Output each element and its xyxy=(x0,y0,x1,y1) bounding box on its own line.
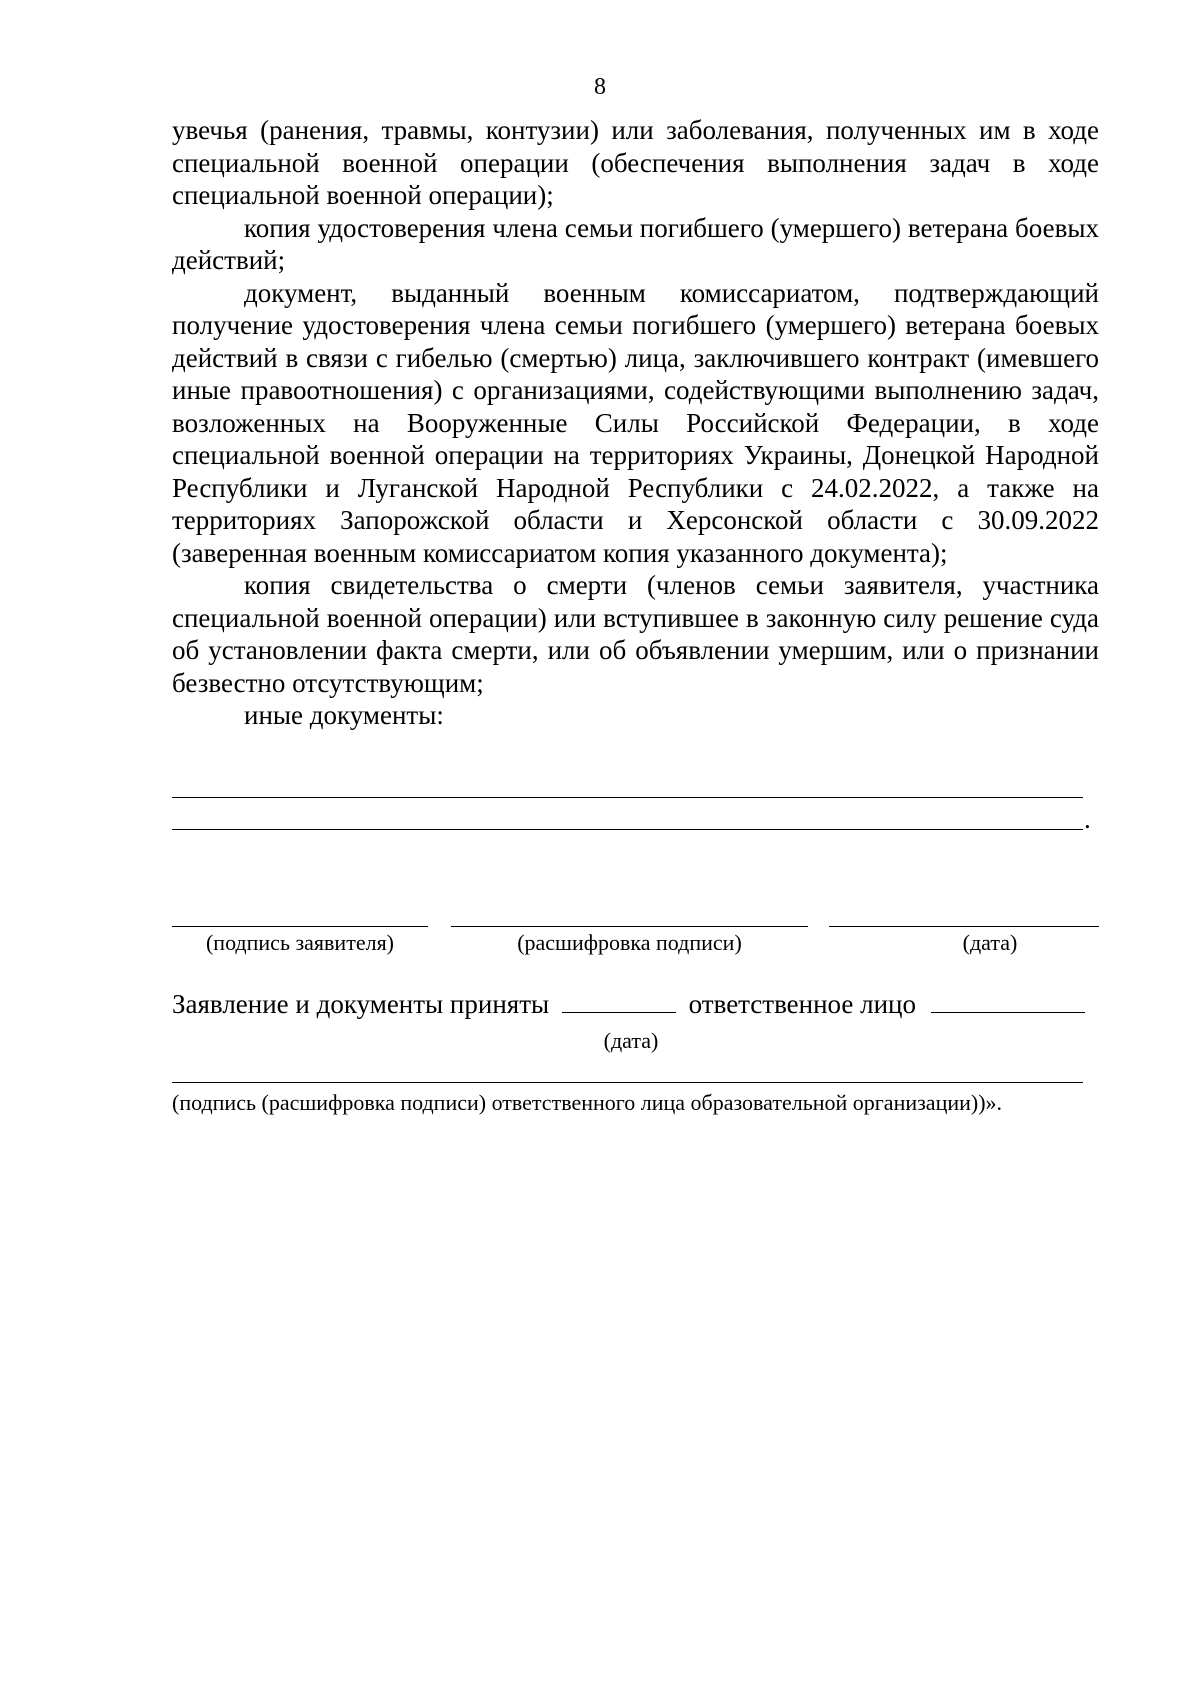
acceptance-date-blank[interactable] xyxy=(562,1012,676,1013)
paragraph-military-document: документ, выданный военным комиссариатом, подтверждающий получение удостоверения члена семьи погибшего (умершего) ветерана боевых действий в связи с гибелью (смертью) лица, заключившего контракт (имевшего иные правоотношения) с организациями, содействующими выполнению задач, возложенных на Вооруженные Силы Российской Федерации, в ходе специальной военной операции на территориях Украины, Донецкой Народной Республики и Луганской Народной Республики с 24.02.2022, а также на территориях Запорожской области и Херсонской области с 30.09.2022 (заверенная военным комиссариатом копия указанного документа); xyxy=(172,277,1099,568)
signature-decoding-line[interactable] xyxy=(451,926,808,927)
caption-signature-decoding: (расшифровка подписи) xyxy=(517,930,742,955)
paragraph-other-documents: иные документы: xyxy=(244,700,444,730)
caption-date: (дата) xyxy=(962,930,1018,955)
responsible-person-blank[interactable] xyxy=(931,1012,1085,1013)
paragraph-injury: увечья (ранения, травмы, контузии) или заболевания, полученных им в ходе специальной военной операции (обеспечения выполнения задач в ходе специальной военной операции); xyxy=(172,115,1099,210)
acceptance-row xyxy=(172,988,1085,1020)
paragraph-family-certificate: копия удостоверения члена семьи погибшего (умершего) ветерана боевых действий; xyxy=(172,212,1099,275)
paragraph-death-certificate: копия свидетельства о смерти (членов семьи заявителя, участника специальной военной операции) или вступившее в законную силу решение суда об установлении факта смерти, или об объявлении умершим, или о признании безвестно отсутствующим; xyxy=(172,570,1099,698)
document-body xyxy=(172,114,1099,732)
date-line[interactable] xyxy=(829,926,1099,927)
final-caption: (подпись (расшифровка подписи) ответственного лица образовательной организации))». xyxy=(172,1090,1003,1115)
responsible-signature-line[interactable] xyxy=(172,1082,1083,1083)
other-documents-period: . xyxy=(1084,804,1091,834)
page-number: 8 xyxy=(594,74,606,100)
other-documents-line-1[interactable] xyxy=(172,797,1083,798)
acceptance-date-caption: (дата) xyxy=(603,1028,659,1053)
acceptance-label: Заявление и документы приняты xyxy=(172,989,550,1019)
other-documents-line-2[interactable] xyxy=(172,829,1083,830)
applicant-signature-line[interactable] xyxy=(172,926,428,927)
caption-applicant-signature: (подпись заявителя) xyxy=(205,930,395,955)
responsible-person-label: ответственное лицо xyxy=(688,989,916,1019)
